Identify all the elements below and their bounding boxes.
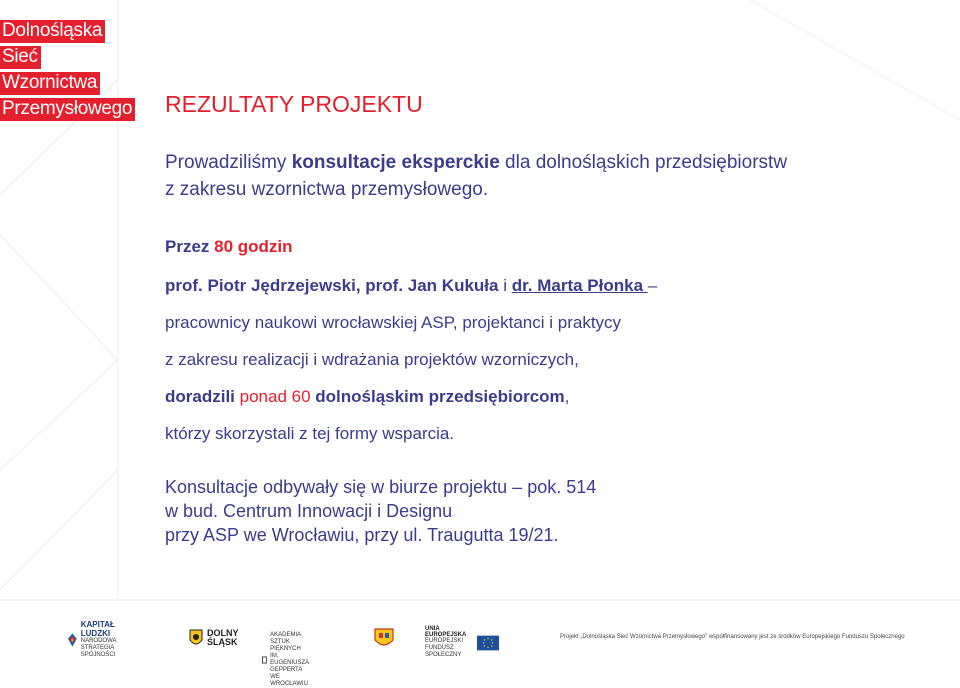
logo-line-4: Przemysłowego bbox=[0, 98, 135, 121]
desc-line-2: z zakresu realizacji i wdrażania projektów wzorniczych, bbox=[165, 350, 579, 369]
dolny-slask-logo bbox=[188, 628, 239, 648]
desc-line-3 bbox=[165, 387, 569, 407]
asp-icon bbox=[262, 653, 267, 667]
eu-line-1: UNIA EUROPEJSKA bbox=[425, 626, 467, 638]
experts-conj: i bbox=[498, 276, 512, 295]
logo-dolnoslaska-siec bbox=[0, 20, 133, 124]
desc-3a: doradzili bbox=[165, 387, 240, 406]
experts-names-2: dr. Marta Płonka bbox=[511, 276, 648, 295]
intro-bold: konsultacje eksperckie bbox=[291, 152, 500, 173]
eu-flag-icon bbox=[477, 633, 499, 653]
intro-paragraph bbox=[165, 149, 787, 203]
location-line-2: w bud. Centrum Innowacji i Designu bbox=[165, 501, 453, 521]
desc-3d: , bbox=[564, 387, 570, 406]
desc-line-4: którzy skorzystali z tej formy wsparcia. bbox=[165, 424, 455, 443]
logo-line-2: Sieć bbox=[0, 46, 41, 69]
asp-line-1: AKADEMIA SZTUK PIĘKNYCH bbox=[270, 632, 301, 652]
location-line-3: przy ASP we Wrocławiu, przy ul. Traugutta 19/21. bbox=[165, 525, 559, 545]
kapital-ludzki-icon bbox=[68, 625, 77, 655]
hours-value: 80 godzin bbox=[214, 237, 293, 256]
hours-line bbox=[165, 237, 293, 257]
footer-note: Projekt „Dolnośląska Sieć Wzornictwa Przemysłowego" współfinansowany jest ze środków Europejskiego Funduszu Społecznego bbox=[560, 634, 905, 640]
desc-3b: ponad 60 bbox=[239, 387, 311, 406]
asp-line-2: IM. EUGENIUSZA GEPPERTA bbox=[270, 653, 309, 673]
experts-line bbox=[165, 276, 657, 296]
intro-text-2: dla dolnośląskich przedsiębiorstw bbox=[499, 152, 788, 173]
wroclaw-crest-icon bbox=[374, 628, 394, 650]
eagle-crest-icon bbox=[188, 628, 204, 648]
eu-line-3: FUNDUSZ SPOŁECZNY bbox=[425, 645, 462, 658]
desc-3c: dolnośląskim przedsiębiorcom bbox=[310, 387, 565, 406]
experts-dash: – bbox=[647, 276, 658, 295]
experts-names-1: prof. Piotr Jędrzejewski, prof. Jan Kukuła bbox=[165, 276, 499, 295]
desc-line-1: pracownicy naukowi wrocławskiej ASP, projektanci i praktycy bbox=[165, 313, 622, 332]
hours-prefix: Przez bbox=[165, 237, 215, 256]
dolny-text: DOLNY bbox=[207, 628, 239, 638]
page-title: REZULTATY PROJEKTU bbox=[165, 91, 423, 117]
asp-logo bbox=[262, 632, 314, 688]
location-line-1: Konsultacje odbywały się w biurze projektu – pok. 514 bbox=[165, 477, 597, 497]
eu-logo bbox=[425, 626, 499, 659]
logo-line-3: Wzornictwa bbox=[0, 72, 100, 95]
kapital-ludzki-text: KAPITAŁ LUDZKI bbox=[80, 620, 115, 638]
asp-line-3: WE WROCŁAWIU bbox=[270, 674, 308, 687]
kapital-ludzki-sub: NARODOWA STRATEGIA SPÓJNOŚCI bbox=[80, 638, 117, 658]
eu-line-2: EUROPEJSKI bbox=[425, 638, 464, 644]
wroclaw-crest-logo bbox=[374, 628, 394, 650]
intro-text-1: Prowadziliśmy bbox=[165, 152, 292, 173]
slask-text: ŚLĄSK bbox=[207, 637, 238, 647]
kapital-ludzki-logo bbox=[68, 620, 127, 659]
intro-line-2: z zakresu wzornictwa przemysłowego. bbox=[165, 179, 489, 200]
logo-line-1: Dolnośląska bbox=[0, 20, 105, 43]
intro-line-1 bbox=[165, 149, 787, 176]
